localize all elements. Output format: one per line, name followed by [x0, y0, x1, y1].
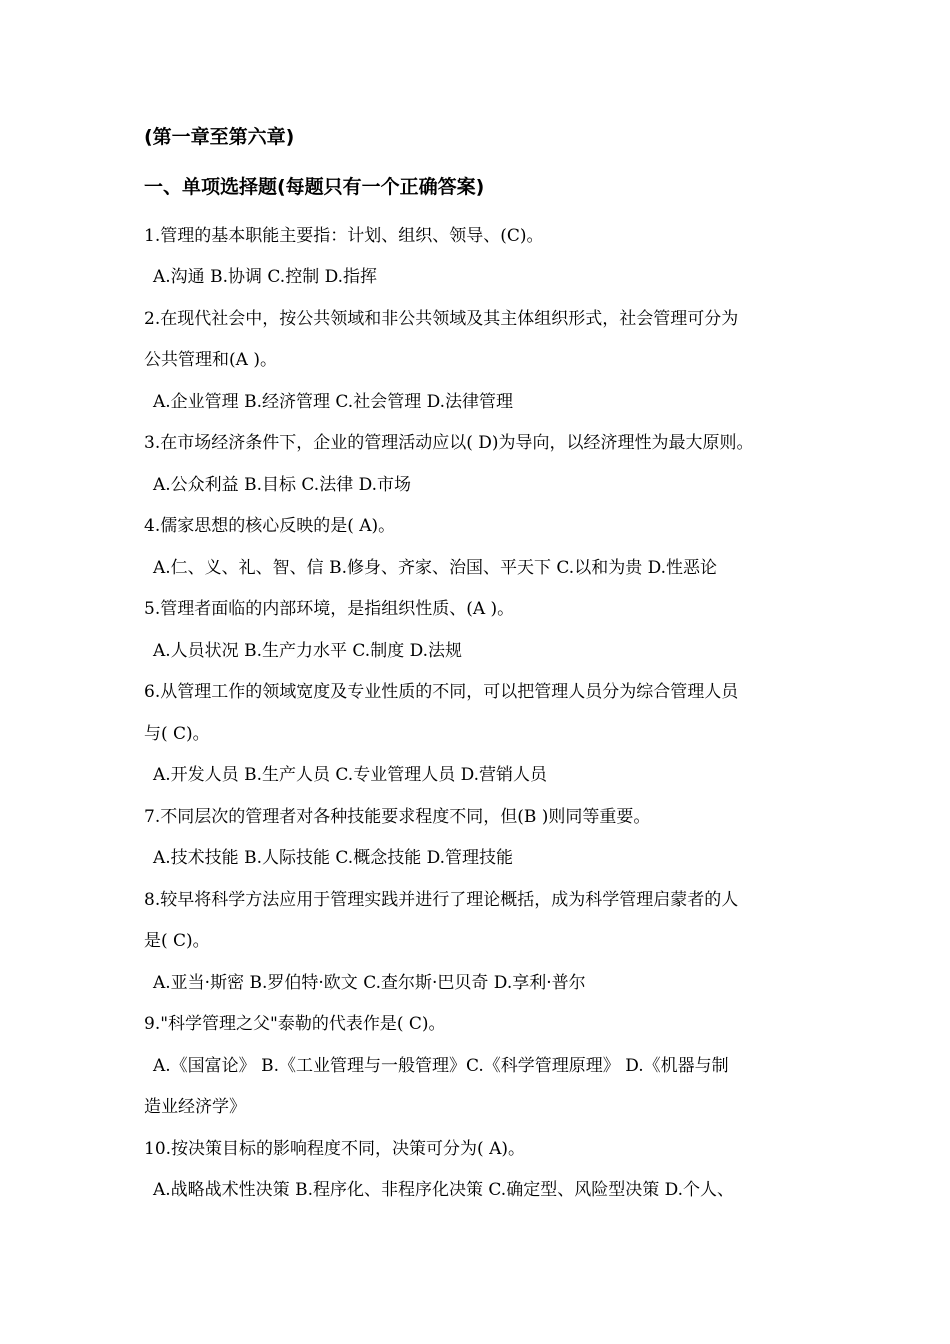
question-5-stem: 5.管理者面临的内部环境，是指组织性质、(A )。 [144, 599, 515, 619]
question-1-options: A.沟通 B.协调 C.控制 D.指挥 [153, 267, 378, 287]
question-2-stem: 2.在现代社会中，按公共领域和非公共领域及其主体组织形式，社会管理可分为 [144, 309, 739, 329]
question-9-stem: 9."科学管理之父"泰勒的代表作是( C)。 [144, 1014, 446, 1034]
question-1-stem: 1.管理的基本职能主要指：计划、组织、领导、(C)。 [144, 226, 544, 246]
section-title: 一、单项选择题(每题只有一个正确答案) [144, 176, 485, 198]
question-10-stem: 10.按决策目标的影响程度不同，决策可分为( A)。 [144, 1139, 525, 1159]
question-10-options: A.战略战术性决策 B.程序化、非程序化决策 C.确定型、风险型决策 D.个人、 [153, 1180, 735, 1200]
question-6-options: A.开发人员 B.生产人员 C.专业管理人员 D.营销人员 [153, 765, 548, 785]
question-3-options: A.公众利益 B.目标 C.法律 D.市场 [153, 475, 412, 495]
question-8-options: A.亚当·斯密 B.罗伯特·欧文 C.查尔斯·巴贝奇 D.享利·普尔 [153, 973, 586, 993]
question-6-stem-cont: 与( C)。 [144, 724, 210, 744]
question-8-stem-cont: 是( C)。 [144, 931, 210, 951]
question-8-stem: 8.较早将科学方法应用于管理实践并进行了理论概括，成为科学管理启蒙者的人 [144, 890, 739, 910]
question-6-stem: 6.从管理工作的领域宽度及专业性质的不同，可以把管理人员分为综合管理人员 [144, 682, 739, 702]
question-3-stem: 3.在市场经济条件下，企业的管理活动应以( D)为导向，以经济理性为最大原则。 [144, 433, 754, 453]
question-2-options: A.企业管理 B.经济管理 C.社会管理 D.法律管理 [153, 392, 514, 412]
question-9-options-cont: 造业经济学》 [144, 1097, 246, 1117]
question-7-options: A.技术技能 B.人际技能 C.概念技能 D.管理技能 [153, 848, 514, 868]
question-4-options: A.仁、义、礼、智、信 B.修身、齐家、治国、平天下 C.以和为贵 D.性恶论 [153, 558, 718, 578]
question-2-stem-cont: 公共管理和(A )。 [144, 350, 277, 370]
question-9-options: A.《国富论》 B.《工业管理与一般管理》C.《科学管理原理》 D.《机器与制 [153, 1056, 729, 1076]
question-7-stem: 7.不同层次的管理者对各种技能要求程度不同，但(B )则同等重要。 [144, 807, 651, 827]
question-4-stem: 4.儒家思想的核心反映的是( A)。 [144, 516, 396, 536]
question-5-options: A.人员状况 B.生产力水平 C.制度 D.法规 [153, 641, 463, 661]
chapter-range-heading: (第一章至第六章) [144, 126, 295, 148]
